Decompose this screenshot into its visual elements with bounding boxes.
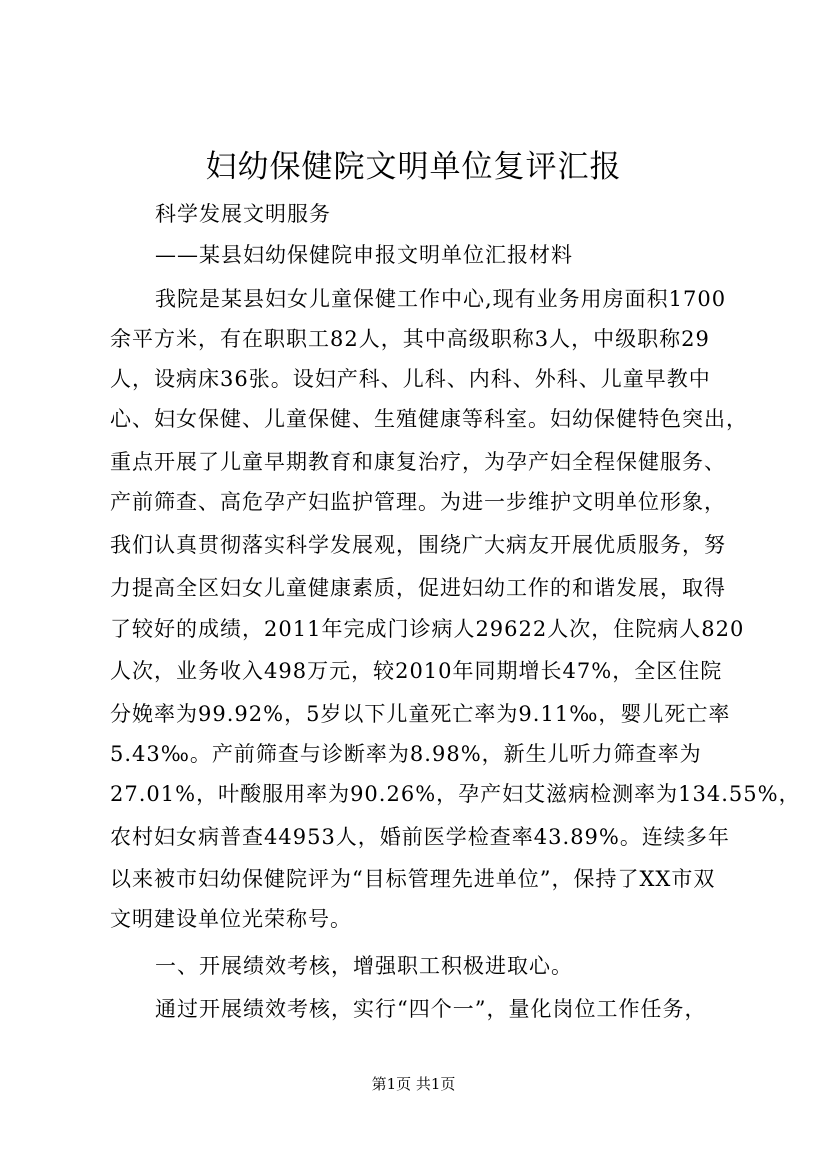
document-subtitle-2: ——某县妇幼保健院申报文明单位汇报材料: [155, 243, 573, 267]
body-line-1: 我院是某县妇女儿童保健工作中心,现有业务用房面积1700: [155, 287, 727, 311]
body-line-7: 我们认真贯彻落实科学发展观，围绕广大病友开展优质服务，努: [110, 533, 726, 557]
body-line-last: 通过开展绩效考核，实行“四个一”，量化岗位工作任务，: [155, 997, 707, 1021]
body-line-10: 人次，业务收入498万元，较2010年同期增长47%，全区住院: [110, 659, 723, 683]
body-line-3: 人，设病床36张。设妇产科、儿科、内科、外科、儿童早教中: [110, 367, 711, 391]
body-line-14: 农村妇女病普查44953人，婚前医学检查率43.89%。连续多年: [110, 825, 730, 849]
body-line-12: 5.43‰。产前筛查与诊断率为8.98%，新生儿听力筛查率为: [110, 742, 702, 766]
document-title: 妇幼保健院文明单位复评汇报: [205, 149, 622, 185]
body-line-6: 产前筛查、高危孕产妇监护管理。为进一步维护文明单位形象，: [110, 490, 726, 514]
body-line-8: 力提高全区妇女儿童健康素质，促进妇幼工作的和谐发展，取得: [110, 576, 726, 600]
page-footer: 第1页 共1页: [371, 1075, 456, 1093]
body-line-11: 分娩率为99.92%，5岁以下儿童死亡率为9.11‰，婴儿死亡率: [110, 702, 731, 726]
section-heading: 一、开展绩效考核，增强职工积极进取心。: [155, 954, 573, 978]
body-line-15: 以来被市妇幼保健院评为“目标管理先进单位”，保持了XX市双: [110, 867, 716, 891]
body-line-16: 文明建设单位光荣称号。: [110, 907, 352, 931]
document-subtitle: 科学发展文明服务: [155, 202, 331, 226]
body-line-9: 了较好的成绩，2011年完成门诊病人29622人次，住院病人820: [110, 617, 745, 641]
body-line-5: 重点开展了儿童早期教育和康复治疗，为孕产妇全程保健服务、: [110, 450, 726, 474]
body-line-13: 27.01%，叶酸服用率为90.26%，孕产妇艾滋病检测率为134.55%，: [110, 782, 801, 806]
body-line-2: 余平方米，有在职职工82人，其中高级职称3人，中级职称29: [110, 327, 710, 351]
body-line-4: 心、妇女保健、儿童保健、生殖健康等科室。妇幼保健特色突出，: [110, 407, 748, 431]
